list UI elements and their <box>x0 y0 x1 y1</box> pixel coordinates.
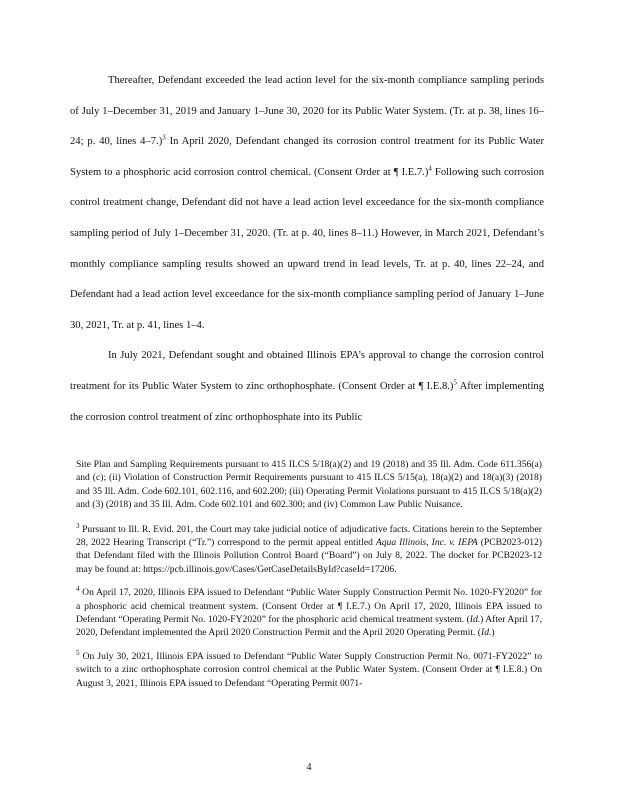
footnote-ref-5: 5 <box>453 378 457 387</box>
footnote-4-text-b: ) After April 17, 2020, Defendant implemented the April 2020 Construction Permit and the April 2020 Operating Permit. ( <box>76 614 542 639</box>
footnote-ref-3: 3 <box>162 133 166 142</box>
body-text <box>70 66 544 433</box>
paragraph-2-text-a: In July 2021, Defendant sought and obtained Illinois EPA’s approval to change the corrosion control treatment for its Public Water System to zinc orthophosphate. (Consent Order at ¶ I.E.8.) <box>70 350 544 392</box>
footnote-5-text-a: On July 30, 2021, Illinois EPA issued to Defendant “Public Water Supply Construction Permit No. 0071-FY2022” to switch to a zinc orthophosphate corrosion control chemical at the Public Water System. (Consent Order at ¶ I.E.8.) On August 3, 2021, Illinois EPA issued to Defendant “Operating Permit 0071- <box>76 650 542 689</box>
page-number: 4 <box>306 762 312 773</box>
footnote-3-text-b: (PCB2023-012) that Defendant filed with the Illinois Pollution Control Board (“Board”) on July 8, 2022. The docket for PCB2023-12 may be found at: https://pcb.illinois.gov/Cases/GetCaseDetailsById?caseId=17206. <box>76 537 542 575</box>
footnote-3-text-a: Pursuant to Ill. R. Evid. 201, the Court may take judicial notice of adjudicative facts. Citations herein to the September 28, 2022 Hearing Transcript (“Tr.”) correspond to the permit appeal entitled <box>76 523 542 549</box>
paragraph-2-text-b: After implementing the corrosion control treatment of zinc orthophosphate into its Public <box>70 380 544 423</box>
footnote-4-text-a: On April 17, 2020, Illinois EPA issued to Defendant “Public Water Supply Construction Permit No. 1020-FY2020” for a phosphoric acid chemical treatment system. (Consent Order at ¶ I.E.7.) On April 17, 2020, Illinois EPA issued to Defendant “Operating Permit No. 1020-FY2020” for the phosphoric acid chemical treatment system. ( <box>76 587 542 626</box>
footnote-5-number: 5 <box>76 648 80 657</box>
paragraph-1-text-a: Thereafter, Defendant exceeded the lead action level for the six-month compliance sampling periods of July 1–December 31, 2019 and January 1–June 30, 2020 for its Public Water System. (Tr. at p. 38, lines 16–24; p. 40, lines 4–7.) <box>70 75 544 148</box>
footnote-3-case-name: Aqua Illinois, Inc. v. IEPA <box>375 537 478 549</box>
paragraph-1-text-b: In April 2020, Defendant changed its corrosion control treatment for its Public Water System to a phosphoric acid corrosion control chemical. (Consent Order at ¶ I.E.7.) <box>70 136 544 178</box>
paragraph-2 <box>70 341 544 433</box>
footnote-3-number: 3 <box>76 521 80 530</box>
footnote-3 <box>76 523 542 577</box>
footnote-4-number: 4 <box>76 585 80 594</box>
footnote-4 <box>76 586 542 640</box>
footnote-2-continued: Site Plan and Sampling Requirements pursuant to 415 ILCS 5/18(a)(2) and 19 (2018) and 35 Ill. Adm. Code 611.356(a) and (c); (ii) Violation of Construction Permit Requirements pursuant to 415 ILCS 5/15(a), 18(a)(2) and 18(a)(3) (2018) and 35 Ill. Adm. Code 602.101, 602.116, and 602.200; (iii) Operating Permit Violations pursuant to 415 ILCS 5/18(a)(2) and (3) (2018) and 35 Ill. Adm. Code 602.101 and 602.300; and (iv) Common Law Public Nuisance. <box>76 459 542 511</box>
paragraph-1 <box>70 66 544 341</box>
paragraph-1-text-c: Following such corrosion control treatment change, Defendant did not have a lead action level exceedance for the six-month compliance sampling period of July 1–December 31, 2020. (Tr. at p. 40, lines 8–11.) However, in March 2021, Defendant’s monthly compliance sampling results showed an upward trend in lead levels, Tr. at p. 40, lines 22–24, and Defendant had a lead action level exceedance for the six-month compliance sampling period of January 1–June 30, 2021, Tr. at p. 41, lines 1–4. <box>70 166 544 331</box>
footnote-ref-4: 4 <box>428 164 432 173</box>
footnote-4-text-c: ) <box>491 627 495 639</box>
footnote-4-id-1: Id. <box>469 614 481 626</box>
footnote-4-id-2: Id. <box>481 627 492 639</box>
footnotes <box>76 458 542 700</box>
footnote-5 <box>76 650 542 690</box>
